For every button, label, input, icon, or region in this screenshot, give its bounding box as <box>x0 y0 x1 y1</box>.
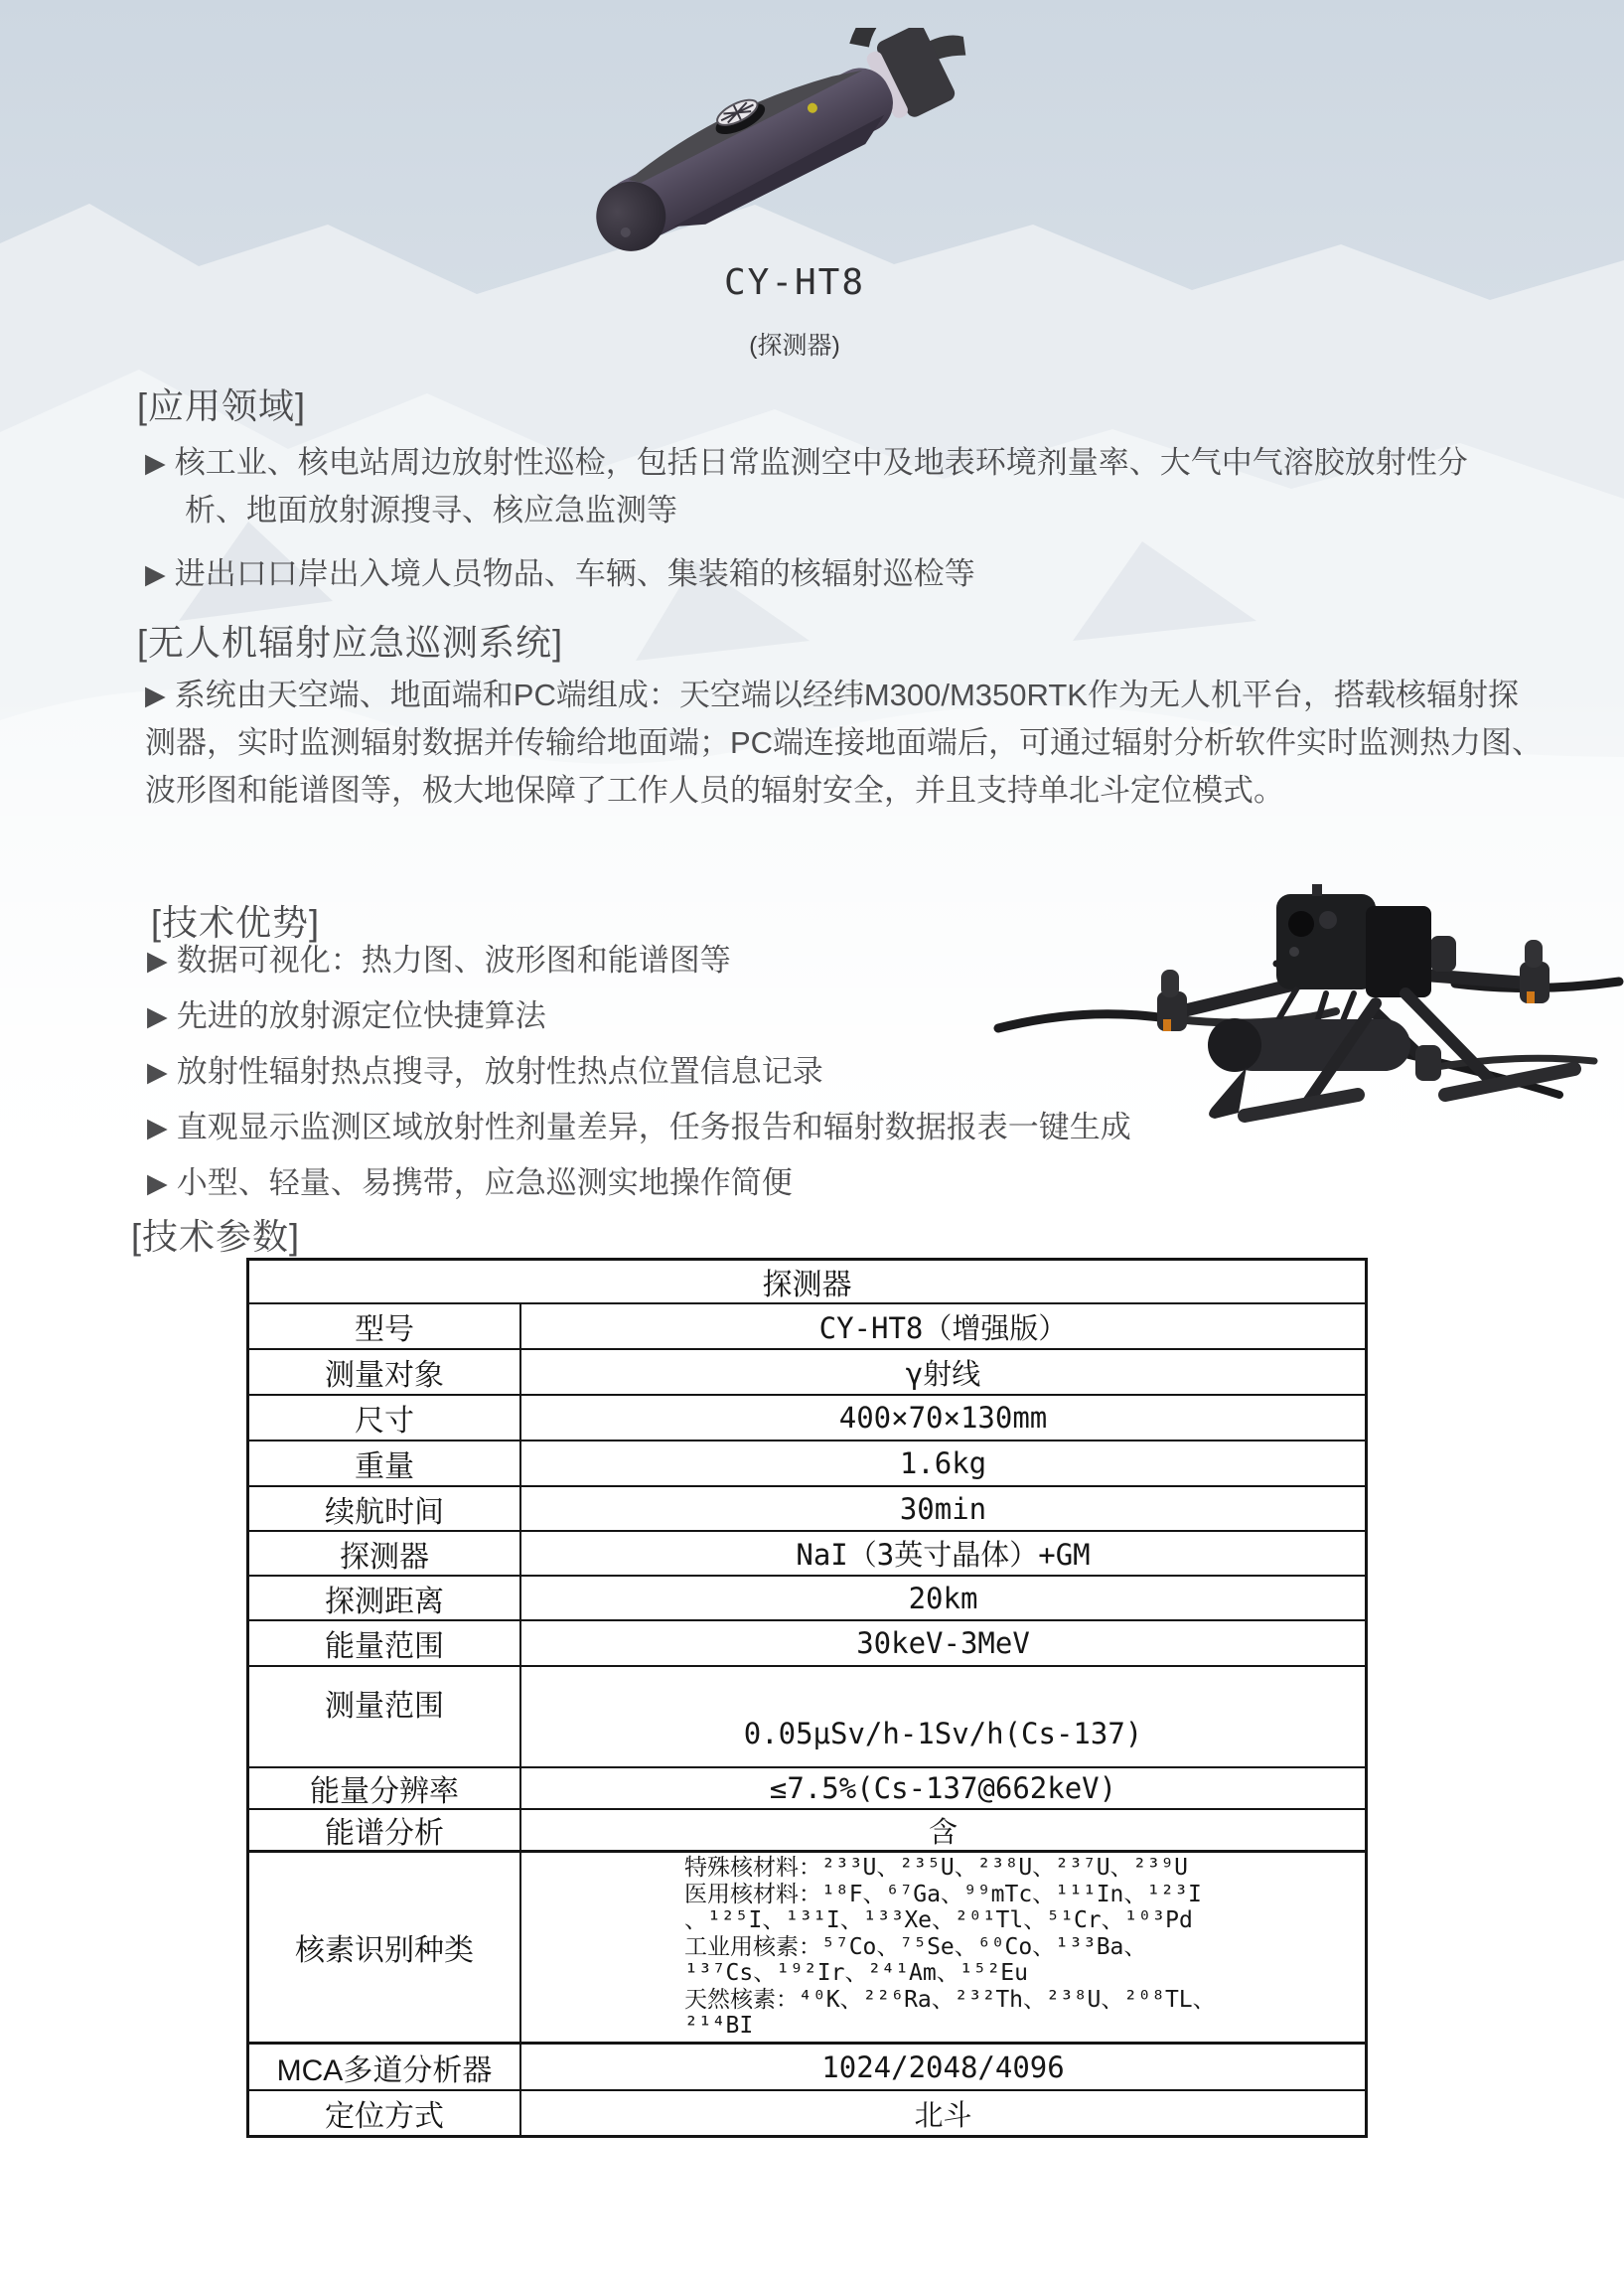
spec-label: 续航时间 <box>249 1487 521 1530</box>
system-description-paragraph <box>145 672 1548 815</box>
spec-row-mca-analyzer <box>249 2042 1365 2089</box>
list-item <box>147 995 1518 1037</box>
spec-row-dimensions <box>249 1394 1365 1440</box>
spec-value: 1024/2048/4096 <box>821 2049 1065 2084</box>
spec-label: 核素识别种类 <box>249 1853 521 2042</box>
spec-row-measurement-object <box>249 1348 1365 1394</box>
spec-row-energy-resolution <box>249 1766 1365 1808</box>
triangle-bullet-icon: ▶ <box>147 1168 168 1198</box>
spec-label: MCA多道分析器 <box>249 2045 521 2089</box>
triangle-bullet-icon: ▶ <box>147 1113 168 1142</box>
spec-value: NaI（3英寸晶体）+GM <box>796 1538 1091 1572</box>
product-subtitle: (探测器) <box>749 332 840 360</box>
section-heading-system: [无人机辐射应急巡测系统] <box>137 622 564 663</box>
list-item <box>147 1162 1518 1204</box>
list-item <box>147 1107 1518 1148</box>
bullet-text: 进出口口岸出入境人员物品、车辆、集装箱的核辐射巡检等 <box>174 556 975 591</box>
spec-value: γ射线 <box>905 1356 981 1391</box>
spec-label: 能谱分析 <box>249 1810 521 1850</box>
spec-label: 定位方式 <box>249 2091 521 2135</box>
bullet-text: 核工业、核电站周边放射性巡检，包括日常监测空中及地表环境剂量率、大气中气溶胶放射性分析、地面放射源搜寻、核应急监测等 <box>174 445 1468 528</box>
spec-value: 400×70×130mm <box>838 1401 1048 1435</box>
spec-row-positioning-mode <box>249 2089 1365 2135</box>
spec-table <box>246 1258 1368 2138</box>
spec-label: 能量范围 <box>249 1621 521 1665</box>
bullet-text: 小型、轻量、易携带，应急巡测实地操作简便 <box>176 1165 793 1200</box>
product-title: CY-HT8 <box>723 262 866 303</box>
spec-value: ≤7.5%(Cs-137@662keV) <box>769 1771 1117 1805</box>
spec-value: 含 <box>928 1814 958 1849</box>
spec-label: 探测距离 <box>249 1577 521 1619</box>
nuclide-line: ²¹⁴BI <box>684 2013 754 2040</box>
spec-row-nuclide-identification <box>249 1850 1365 2042</box>
advantages-bullet-list <box>147 940 1518 1218</box>
spec-label: 测量对象 <box>249 1350 521 1394</box>
paragraph-text: 系统由天空端、地面端和PC端组成：天空端以经纬M300/M350RTK作为无人机平台，搭载核辐射探测器，实时监测辐射数据并传输给地面端；PC端连接地面端后，可通过辐射分析软件实时监测热力图、波形图和能谱图等，极大地保障了工作人员的辐射安全，并且支持单北斗定位模式。 <box>145 678 1544 808</box>
spec-value: 1.6kg <box>899 1446 987 1480</box>
detector-product-photo <box>561 28 998 271</box>
nuclide-line: 特殊核材料：²³³U、²³⁵U、²³⁸U、²³⁷U、²³⁹U <box>684 1855 1188 1882</box>
section-heading-parameters: [技术参数] <box>131 1216 301 1257</box>
spec-value: 0.05μSv/h-1Sv/h(Cs-137) <box>743 1717 1143 1750</box>
nuclide-line: 、¹²⁵I、¹³¹I、¹³³Xe、²⁰¹Tl、⁵¹Cr、¹⁰³Pd <box>684 1907 1193 1934</box>
nuclide-line: 工业用核素：⁵⁷Co、⁷⁵Se、⁶⁰Co、¹³³Ba、 <box>684 1933 1147 1960</box>
spec-row-spectrum-analysis <box>249 1808 1365 1850</box>
spec-row-measurement-range <box>249 1665 1365 1766</box>
section-heading-application: [应用领域] <box>137 385 307 426</box>
spec-label: 探测器 <box>249 1532 521 1575</box>
spec-row-detector <box>249 1530 1365 1575</box>
spec-row-weight <box>249 1440 1365 1485</box>
spec-label: 型号 <box>249 1304 521 1348</box>
spec-value: 北斗 <box>914 2097 972 2132</box>
nuclide-line: ¹³⁷Cs、¹⁹²Ir、²⁴¹Am、¹⁵²Eu <box>684 1960 1028 1987</box>
spec-label: 能量分辨率 <box>249 1768 521 1808</box>
spec-label: 测量范围 <box>249 1667 521 1766</box>
spec-label: 尺寸 <box>249 1396 521 1440</box>
spec-row-endurance <box>249 1485 1365 1530</box>
spec-value-nuclide-list <box>521 1853 1365 2042</box>
spec-row-model <box>249 1302 1365 1348</box>
triangle-bullet-icon: ▶ <box>147 1057 168 1087</box>
triangle-bullet-icon: ▶ <box>147 1001 168 1031</box>
triangle-bullet-icon: ▶ <box>145 559 166 589</box>
triangle-bullet-icon: ▶ <box>147 946 168 976</box>
spec-label: 重量 <box>249 1441 521 1485</box>
bullet-text: 直观显示监测区域放射性剂量差异，任务报告和辐射数据报表一键生成 <box>176 1110 1131 1144</box>
list-item <box>145 439 1506 533</box>
bullet-text: 先进的放射源定位快捷算法 <box>176 998 546 1033</box>
spec-value: 30keV-3MeV <box>856 1626 1030 1660</box>
spec-value: 30min <box>899 1491 987 1526</box>
list-item <box>145 550 1506 598</box>
bullet-text: 放射性辐射热点搜寻，放射性热点位置信息记录 <box>176 1054 823 1089</box>
spec-value: CY-HT8（增强版） <box>818 1310 1068 1345</box>
spec-table-header: 探测器 <box>762 1269 852 1301</box>
nuclide-line: 天然核素：⁴⁰K、²²⁶Ra、²³²Th、²³⁸U、²⁰⁸TL、 <box>684 1986 1216 2013</box>
application-bullet-list <box>145 439 1506 615</box>
nuclide-line: 医用核材料：¹⁸F、⁶⁷Ga、⁹⁹mTc、¹¹¹In、¹²³I <box>684 1881 1202 1907</box>
spec-row-energy-range <box>249 1619 1365 1665</box>
section-heading-advantages: [技术优势] <box>151 902 321 943</box>
list-item <box>147 1051 1518 1093</box>
triangle-bullet-icon: ▶ <box>145 448 166 478</box>
triangle-bullet-icon: ▶ <box>145 681 166 710</box>
spec-table-header-row <box>249 1261 1365 1302</box>
list-item <box>147 940 1518 982</box>
spec-value: 20km <box>908 1581 978 1615</box>
bullet-text: 数据可视化：热力图、波形图和能谱图等 <box>176 943 731 978</box>
spec-row-detection-distance <box>249 1575 1365 1619</box>
